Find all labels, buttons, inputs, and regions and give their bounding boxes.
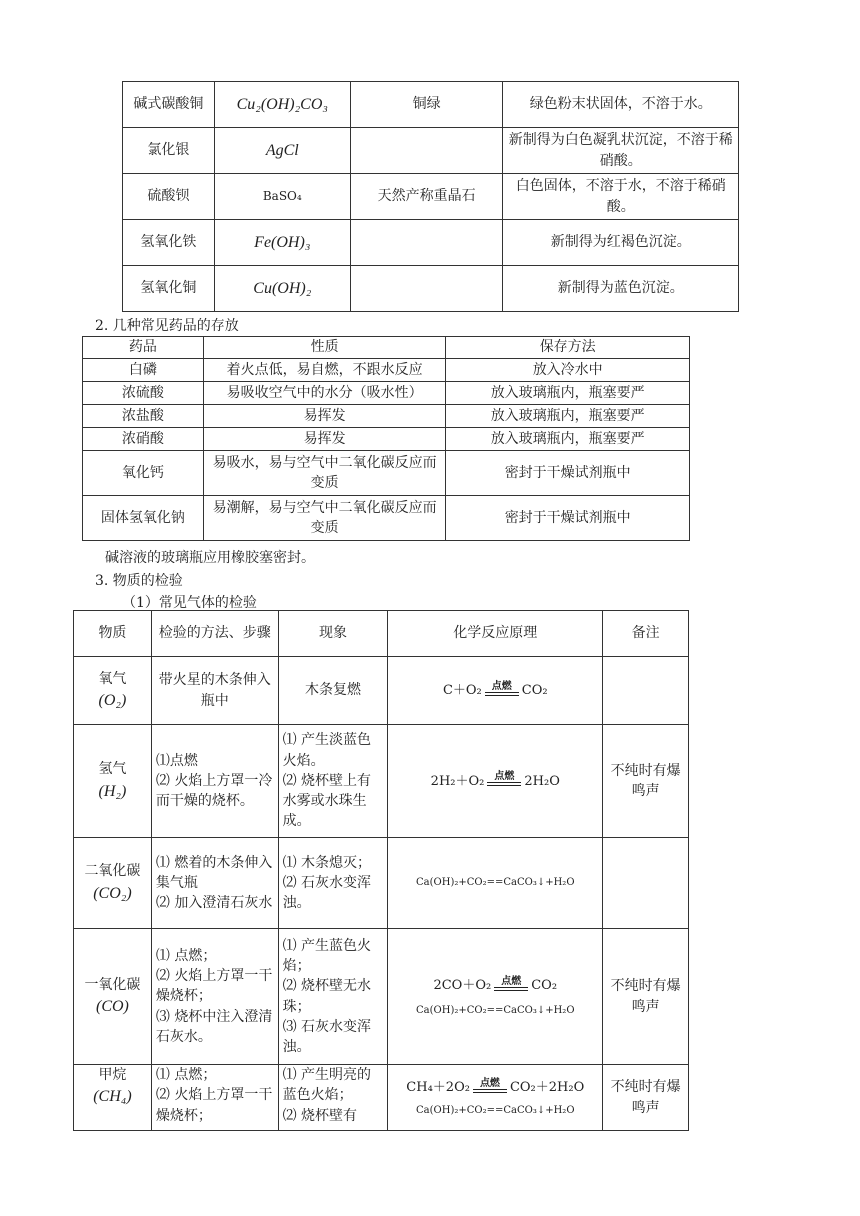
drug-property: 易挥发 [203,405,446,428]
table-row [123,128,739,174]
reaction-condition [487,772,521,791]
reaction-equation [431,772,560,791]
table-row [83,428,690,451]
column-header: 物质 [74,611,152,657]
compound-common-name: 铜绿 [350,82,503,128]
note-cell [603,838,689,929]
table-row [83,451,690,496]
gas-formula: (CH₄) [93,1088,132,1106]
table-header-row [74,611,689,657]
gas-formula: (CO₂) [93,884,132,902]
compound-name: 碱式碳酸铜 [123,82,215,128]
reactants: CH₄＋2O₂ [406,1079,470,1095]
products: CO₂＋2H₂O [509,1079,585,1095]
equals-sign [473,1089,507,1093]
compound-description: 新制得为蓝色沉淀。 [503,266,739,312]
drug-name: 白磷 [83,359,204,382]
column-header: 化学反应原理 [388,611,603,657]
condition-text: 点燃 [491,680,512,692]
reaction-equation: Ca(OH)₂+CO₂==CaCO₃↓+H₂O [416,1004,575,1016]
equals-sign [494,987,528,991]
compound-formula: Fe(OH)₃ [214,220,350,266]
test-phenomenon: ⑴ 产生淡蓝色火焰。 ⑵ 烧杯壁上有水雾或水珠生成。 [278,725,388,838]
compound-description: 新制得为白色凝乳状沉淀，不溶于稀硝酸。 [503,128,739,174]
drug-property: 易吸水，易与空气中二氧化碳反应而变质 [203,451,446,496]
table-row [74,657,689,725]
gas-formula: (H₂) [98,782,127,800]
section-heading: 2. 几种常见药品的存放 [95,318,239,334]
reaction-condition [494,977,528,996]
drug-name: 固体氢氧化钠 [83,496,204,541]
table-row [123,82,739,128]
gas-name: 氢气 [98,761,127,778]
gas-test-table [73,610,689,1131]
reaction-equation [443,682,548,701]
gas-cell [74,657,152,725]
storage-method: 放入玻璃瓶内，瓶塞要严 [446,405,690,428]
reaction-cell [388,725,603,838]
table-row [83,359,690,382]
reaction-equation [406,1079,584,1098]
column-header: 备注 [603,611,689,657]
column-header: 保存方法 [446,337,690,359]
drug-property: 着火点低，易自燃，不跟水反应 [203,359,446,382]
reactants: C＋O₂ [442,683,482,699]
test-method: ⑴ 燃着的木条伸入集气瓶 ⑵ 加入澄清石灰水 [151,838,278,929]
compound-name: 氯化银 [123,128,215,174]
storage-method: 放入玻璃瓶内，瓶塞要严 [446,382,690,405]
compound-formula: AgCl [214,128,350,174]
column-header: 性质 [203,337,446,359]
compound-name: 氢氧化铜 [123,266,215,312]
products: CO₂ [521,683,548,699]
compound-common-name [350,266,503,312]
storage-method: 放入冷水中 [446,359,690,382]
storage-note: 碱溶液的玻璃瓶应用橡胶塞密封。 [105,550,315,566]
reaction-equation: Ca(OH)₂+CO₂==CaCO₃↓+H₂O [416,1104,575,1116]
reaction-equation [433,977,557,996]
gas-name: 甲烷 [98,1067,127,1083]
table-row [74,1065,689,1131]
test-method: ⑴ 点燃； ⑵ 火焰上方罩一干燥烧杯； [151,1065,278,1131]
compound-table [122,81,739,312]
table-row [74,838,689,929]
table-row [74,725,689,838]
column-header: 检验的方法、步骤 [151,611,278,657]
column-header: 现象 [278,611,388,657]
gas-name: 一氧化碳 [84,976,141,993]
drug-name: 浓硝酸 [83,428,204,451]
drug-property: 易吸收空气中的水分（吸水性） [203,382,446,405]
reaction-cell [388,1065,603,1131]
storage-method: 密封于干燥试剂瓶中 [446,496,690,541]
table-header-row [83,337,690,359]
table-row [83,382,690,405]
reactants: 2H₂＋O₂ [430,773,485,789]
table-row [83,496,690,541]
products: CO₂ [531,977,558,993]
gas-cell [74,838,152,929]
gas-cell [74,929,152,1065]
condition-text: 点燃 [479,1077,500,1089]
reaction-cell [388,929,603,1065]
compound-name: 硫酸钡 [123,174,215,220]
test-phenomenon: ⑴ 木条熄灭； ⑵ 石灰水变浑浊。 [278,838,388,929]
storage-method: 放入玻璃瓶内，瓶塞要严 [446,428,690,451]
compound-formula: BaSO₄ [214,174,350,220]
table-row [123,174,739,220]
table-row [74,929,689,1065]
table-row [123,220,739,266]
test-method: 带火星的木条伸入瓶中 [151,657,278,725]
storage-table [82,336,690,541]
compound-formula: Cu(OH)₂ [214,266,350,312]
compound-description: 绿色粉末状固体，不溶于水。 [503,82,739,128]
compound-description: 白色固体，不溶于水，不溶于稀硝酸。 [503,174,739,220]
condition-text: 点燃 [494,771,515,783]
drug-name: 氧化钙 [83,451,204,496]
products: 2H₂O [524,773,560,789]
equals-sign [485,692,519,696]
equals-sign [487,782,521,786]
gas-formula: (O₂) [98,692,127,710]
reaction-cell [388,657,603,725]
column-header: 药品 [83,337,204,359]
test-phenomenon: ⑴ 产生明亮的蓝色火焰； ⑵ 烧杯壁有 [278,1065,388,1131]
test-method: ⑴ 点燃； ⑵ 火焰上方罩一干燥烧杯； ⑶ 烧杯中注入澄清石灰水。 [151,929,278,1065]
gas-formula: (CO) [96,998,129,1016]
reaction-equation: Ca(OH)₂+CO₂==CaCO₃↓+H₂O [388,838,603,929]
compound-common-name: 天然产称重晶石 [350,174,503,220]
condition-text: 点燃 [501,975,522,987]
note-cell: 不纯时有爆鸣声 [603,1065,689,1131]
note-cell: 不纯时有爆鸣声 [603,929,689,1065]
note-cell [603,657,689,725]
drug-property: 易挥发 [203,428,446,451]
compound-common-name [350,128,503,174]
compound-name: 氢氧化铁 [123,220,215,266]
test-phenomenon: 木条复燃 [278,657,388,725]
gas-cell [74,725,152,838]
drug-name: 浓硫酸 [83,382,204,405]
compound-description: 新制得为红褐色沉淀。 [503,220,739,266]
gas-cell [74,1065,152,1131]
reactants: 2CO＋O₂ [433,977,492,993]
gas-name: 氧气 [98,670,127,687]
storage-method: 密封于干燥试剂瓶中 [446,451,690,496]
section-heading: 3. 物质的检验 [95,573,183,589]
compound-formula: Cu₂(OH)₂CO₃ [214,82,350,128]
table-row [83,405,690,428]
test-phenomenon: ⑴ 产生蓝色火焰； ⑵ 烧杯壁无水珠； ⑶ 石灰水变浑浊。 [278,929,388,1065]
gas-name: 二氧化碳 [84,863,141,880]
table-row [123,266,739,312]
reaction-condition [473,1079,507,1098]
compound-common-name [350,220,503,266]
subsection-heading: （1）常见气体的检验 [122,595,257,611]
drug-name: 浓盐酸 [83,405,204,428]
reaction-condition [485,682,519,701]
note-cell: 不纯时有爆鸣声 [603,725,689,838]
test-method: ⑴点燃 ⑵ 火焰上方罩一冷而干燥的烧杯。 [151,725,278,838]
drug-property: 易潮解，易与空气中二氧化碳反应而变质 [203,496,446,541]
